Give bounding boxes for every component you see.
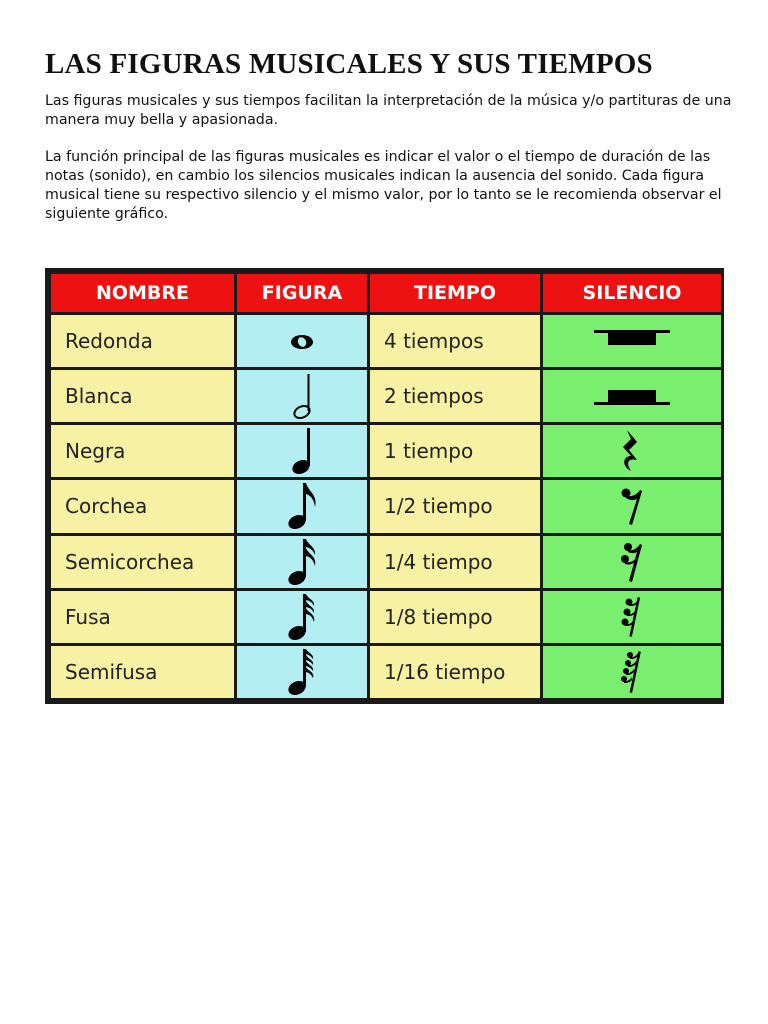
intro-paragraph: Las figuras musicales y sus tiempos facilitan la interpretación de la música y/o partituras de una manera muy bella y apasionada.	[45, 93, 732, 128]
table-row	[51, 591, 721, 643]
table-row	[51, 480, 721, 532]
table-row	[51, 425, 721, 477]
eighth-rest-icon	[617, 483, 647, 529]
figure-name: Semifusa	[51, 646, 234, 698]
figure-name: Redonda	[51, 315, 234, 367]
table-row	[51, 315, 721, 367]
figure-time: 1 tiempo	[370, 425, 540, 477]
whole-rest-icon	[592, 326, 672, 356]
quarter-rest-icon	[617, 428, 647, 474]
figure-time: 2 tiempos	[370, 370, 540, 422]
figure-name: Fusa	[51, 591, 234, 643]
figure-time: 1/4 tiempo	[370, 536, 540, 588]
table-row	[51, 646, 721, 698]
header-figura: FIGURA	[237, 274, 367, 312]
thirty-second-note-icon	[282, 592, 322, 642]
figure-time: 1/2 tiempo	[370, 480, 540, 532]
header-silencio: SILENCIO	[543, 274, 721, 312]
figure-time: 1/16 tiempo	[370, 646, 540, 698]
sixty-fourth-rest-icon	[617, 649, 647, 695]
sixteenth-note-icon	[282, 537, 322, 587]
eighth-note-icon	[282, 481, 322, 531]
sixteenth-rest-icon	[617, 539, 647, 585]
quarter-note-icon	[282, 426, 322, 476]
sixty-fourth-note-icon	[282, 647, 322, 697]
table-row	[51, 536, 721, 588]
thirty-second-rest-icon	[617, 594, 647, 640]
whole-note-icon	[282, 321, 322, 361]
table-header-row	[51, 274, 721, 312]
table-row	[51, 370, 721, 422]
header-tiempo: TIEMPO	[370, 274, 540, 312]
header-nombre: NOMBRE	[51, 274, 234, 312]
description-paragraph: La función principal de las figuras musicales es indicar el valor o el tiempo de duración de las notas (sonido), en cambio los silencios musicales indican la ausencia del sonido. Cada figura musical tiene su respectivo silencio y el mismo valor, por lo tanto se le recomienda observar el siguiente gráfico.	[45, 149, 722, 222]
figure-name: Corchea	[51, 480, 234, 532]
half-note-icon	[282, 371, 322, 421]
figure-time: 4 tiempos	[370, 315, 540, 367]
figure-name: Negra	[51, 425, 234, 477]
figure-name: Blanca	[51, 370, 234, 422]
figure-name: Semicorchea	[51, 536, 234, 588]
half-rest-icon	[592, 381, 672, 411]
music-figures-table	[45, 268, 724, 704]
figure-time: 1/8 tiempo	[370, 591, 540, 643]
page-title: LAS FIGURAS MUSICALES Y SUS TIEMPOS	[45, 48, 653, 80]
